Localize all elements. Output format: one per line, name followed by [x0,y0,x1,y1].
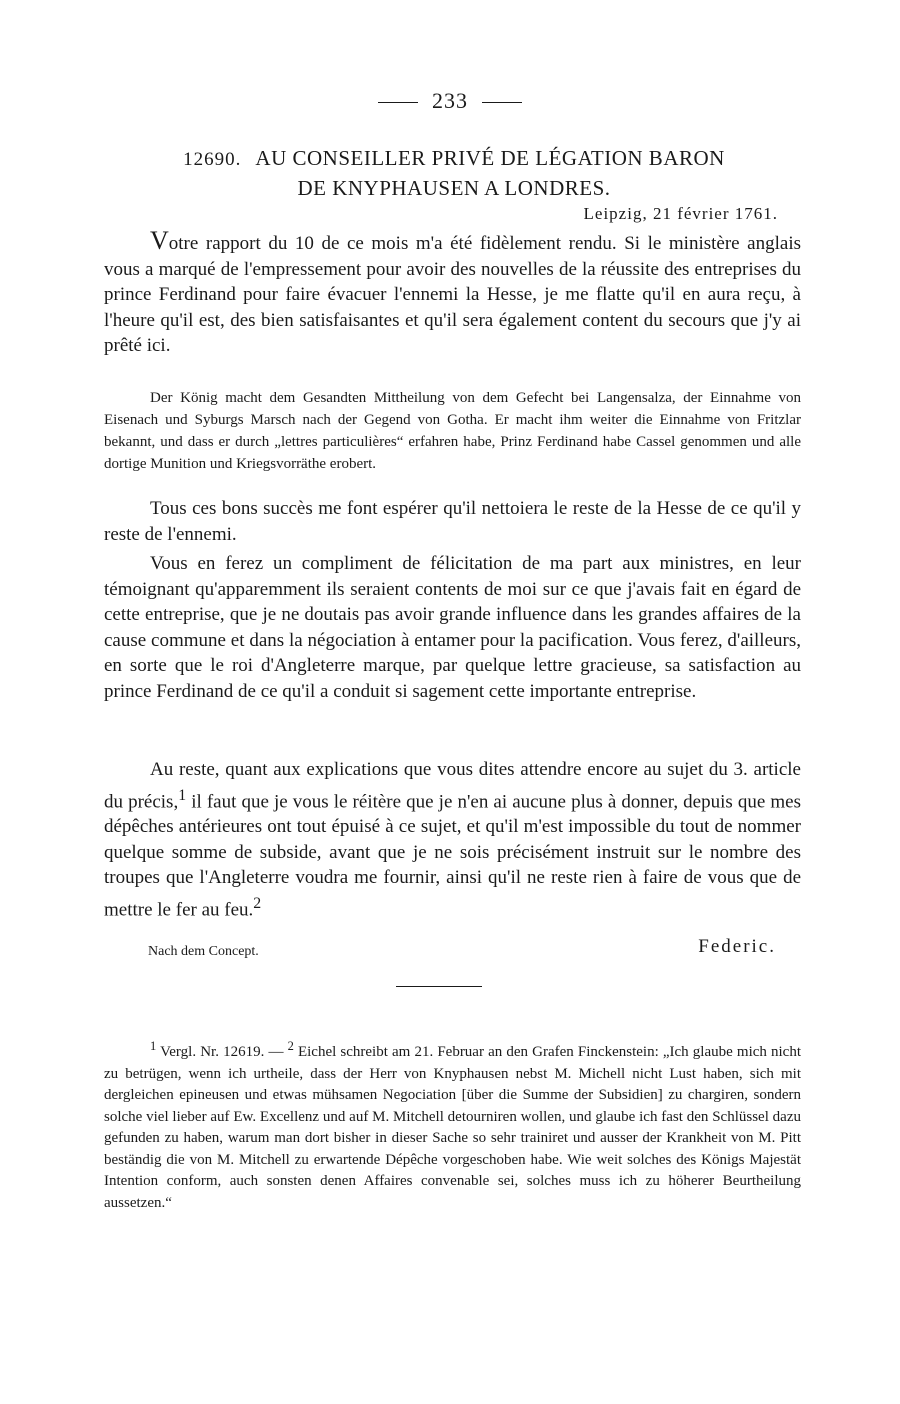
footnote-ref-1: 1 [178,786,187,804]
footnote-1-mark: 1 [150,1039,157,1053]
separator-rule [396,986,482,987]
footnote-2-mark: 2 [287,1039,294,1053]
heading-line-1 [104,144,804,174]
source-note: Nach dem Concept. [148,944,259,959]
paragraph-1-text: otre rapport du 10 de ce mois m'a été fidèlement rendu. Si le ministère anglais vous a marqué de l'empressement pour avoir des nouvelles de la réussite des entreprises du prince Ferdinand pour faire évacuer l'ennemi la Hesse, je me flatte qu'il en aura reçu, à l'heure qu'il est, des bien satisfaisantes et qu'il sera également content du secours que j'y ai prêté ici. [104,233,801,356]
footnotes [104,1036,801,1214]
german-summary [104,387,801,475]
heading-title-1: AU CONSEILLER PRIVÉ DE LÉGATION BARON [255,146,725,170]
signature: Federic. [698,936,776,957]
letter-heading [104,144,804,202]
paragraph-4 [104,757,801,923]
heading-title-2: DE KNYPHAUSEN A LONDRES. [297,176,611,200]
paragraph-4-part-2: il faut que je vous le réitère que je n'en ai aucune plus à donner, depuis que mes dépêches antérieures ont tout épuisé à ce sujet, et qu'il m'est impossible du tout de nommer quelque somme de subside, avant que je ne sois précisément instruit sur le nombre des troupes que l'Angleterre voudra me fournir, ainsi qu'il ne reste rien à faire de vous que de mettre le fer au feu. [104,790,801,921]
paragraph-3 [104,551,801,704]
paragraph-1 [104,228,801,359]
paragraph-2 [104,496,801,547]
footnote-1-text: Vergl. Nr. 12619. — [156,1044,288,1060]
page-header [0,88,900,114]
german-summary-text: Der König macht dem Gesandten Mittheilung von dem Gefecht bei Langensalza, der Einnahme von Eisenach und Syburgs Marsch nach der Gegend von Gotha. Er macht ihm weiter die Einnahme von Fritzlar bekannt, und dass er durch „lettres particulières“ erfahren habe, Prinz Ferdinand habe Cassel genommen und alle dortige Munition und Kriegsvorräthe erobert. [104,390,801,472]
dateline: Leipzig, 21 février 1761. [583,204,778,223]
paragraph-2-text: Tous ces bons succès me font espérer qu'il nettoiera le reste de la Hesse de ce qu'il y reste de l'ennemi. [104,498,801,545]
footnote-2-text: Eichel schreibt am 21. Februar an den Grafen Finckenstein: „Ich glaube mich nicht zu betrügen, wenn ich urtheile, dass der Herr von Knyphausen nebst M. Michell nicht Lust haben, sich mit dergleichen epineusen und etwas mühsamen Negociation [über die Summe der Subsidien] zu chargiren, sondern solche viel lieber auf Ew. Excellenz und auf M. Mitchell detourniren wollen, und glaube ich fast den Schlüssel dazu gefunden zu haben, warum man dort bisher in dieser Sache so sehr trainiret und ausser der Krankheit von M. Pitt beständig die von M. Mitchell zu erwartende Dépêche vorgeschoben habe. Wie weit solches des Königs Majestät Intention conform, auch sonsten denen Affaires convenable sei, solches muss ich zu höherer Beurtheilung aussetzen.“ [104,1044,802,1211]
footnote-ref-2: 2 [253,894,262,912]
page-number: 233 [432,88,468,113]
paragraph-4-part-1: Au reste, quant aux explications que vous dites attendre encore au sujet du 3. article du précis, [104,759,801,812]
letter-number: 12690. [183,149,242,170]
paragraph-3-text: Vous en ferez un compliment de félicitation de ma part aux ministres, en leur témoignant qu'apparemment ils seraient contents de moi sur ce que j'avais fait en égard de cette entreprise, que je ne doutais pas avoir grande influence dans les grandes affaires de la cause commune et dans la négociation à entamer pour la pacification. Vous ferez, d'ailleurs, en sorte que le roi d'Angleterre marque, par quelque lettre gracieuse, sa satisfaction au prince Ferdinand de ce qu'il a conduit si sagement cette importante entreprise. [104,553,801,702]
header-dash-left [378,102,418,103]
header-dash-right [482,102,522,103]
initial-letter: V [150,226,169,255]
